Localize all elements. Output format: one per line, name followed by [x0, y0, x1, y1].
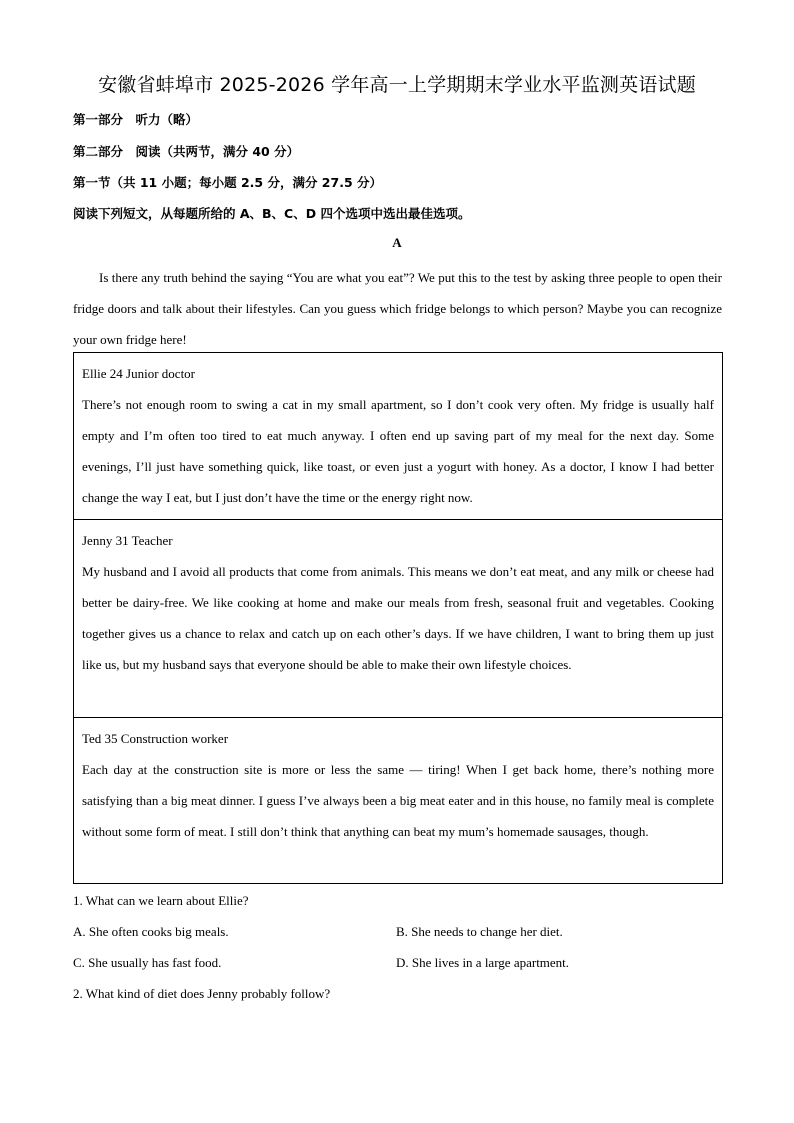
passage-intro	[73, 262, 722, 355]
exam-title: 安徽省蚌埠市 2025-2026 学年高一上学期期末学业水平监测英语试题	[98, 74, 696, 96]
profile-text: Each day at the construction site is more or less the same — tiring! When I get back home, there’s nothing more satisfying than a big meat dinner. I guess I’ve always been a big meat eater and in this house, no family meal is complete without some form of meat. I still don’t think that anything can beat my mum’s homemade sausages, though.	[82, 762, 714, 839]
profile-text: There’s not enough room to swing a cat in my small apartment, so I don’t cook very often. My fridge is usually half empty and I’m often too tired to eat much anyway. I often end up saving part of my meal for the next day. Some evenings, I’ll just have something quick, like toast, or even just a yogurt with honey. As a doctor, I know I had better change the way I eat, but I just don’t have the time or the energy right now.	[82, 397, 714, 505]
profile-text: My husband and I avoid all products that come from animals. This means we don’t eat meat, and any milk or cheese had better be dairy-free. We like cooking at home and make our meals from fresh, seasonal fruit and vegetables. Cooking together gives us a chance to relax and catch up on each other’s days. If we have children, I want to bring them up just like us, but my husband says that everyone should be able to make their own lifestyle choices.	[82, 564, 714, 672]
question-1-option-b: B. She needs to change her diet.	[396, 924, 563, 939]
instruction-text: 阅读下列短文，从每题所给的 A、B、C、D 四个选项中选出最佳选项。	[73, 206, 471, 221]
passage-intro-text: Is there any truth behind the saying “You are what you eat”? We put this to the test by asking three people to open their fridge doors and talk about their lifestyles. Can you guess which fridge belongs to which person? Maybe you can recognize your own fridge here!	[73, 270, 722, 347]
passage-label: A	[392, 235, 402, 250]
question-1-option-c: C. She usually has fast food.	[73, 955, 222, 970]
profile-jenny	[74, 519, 722, 680]
profile-ted	[74, 717, 722, 847]
part2-heading: 第二部分 阅读（共两节，满分 40 分）	[73, 144, 300, 159]
profiles-table	[73, 352, 723, 884]
profile-heading: Ellie 24 Junior doctor	[82, 366, 196, 381]
profile-ellie	[74, 358, 722, 513]
question-1-option-a: A. She often cooks big meals.	[73, 924, 229, 939]
part1-heading: 第一部分 听力（略）	[73, 112, 199, 127]
section1-heading: 第一节（共 11 小题；每小题 2.5 分，满分 27.5 分）	[73, 175, 382, 190]
profile-heading: Ted 35 Construction worker	[82, 731, 229, 746]
question-2-stem: 2. What kind of diet does Jenny probably follow?	[73, 986, 331, 1001]
question-1-option-d: D. She lives in a large apartment.	[396, 955, 570, 970]
question-1-stem: 1. What can we learn about Ellie?	[73, 893, 249, 908]
profile-heading: Jenny 31 Teacher	[82, 533, 173, 548]
